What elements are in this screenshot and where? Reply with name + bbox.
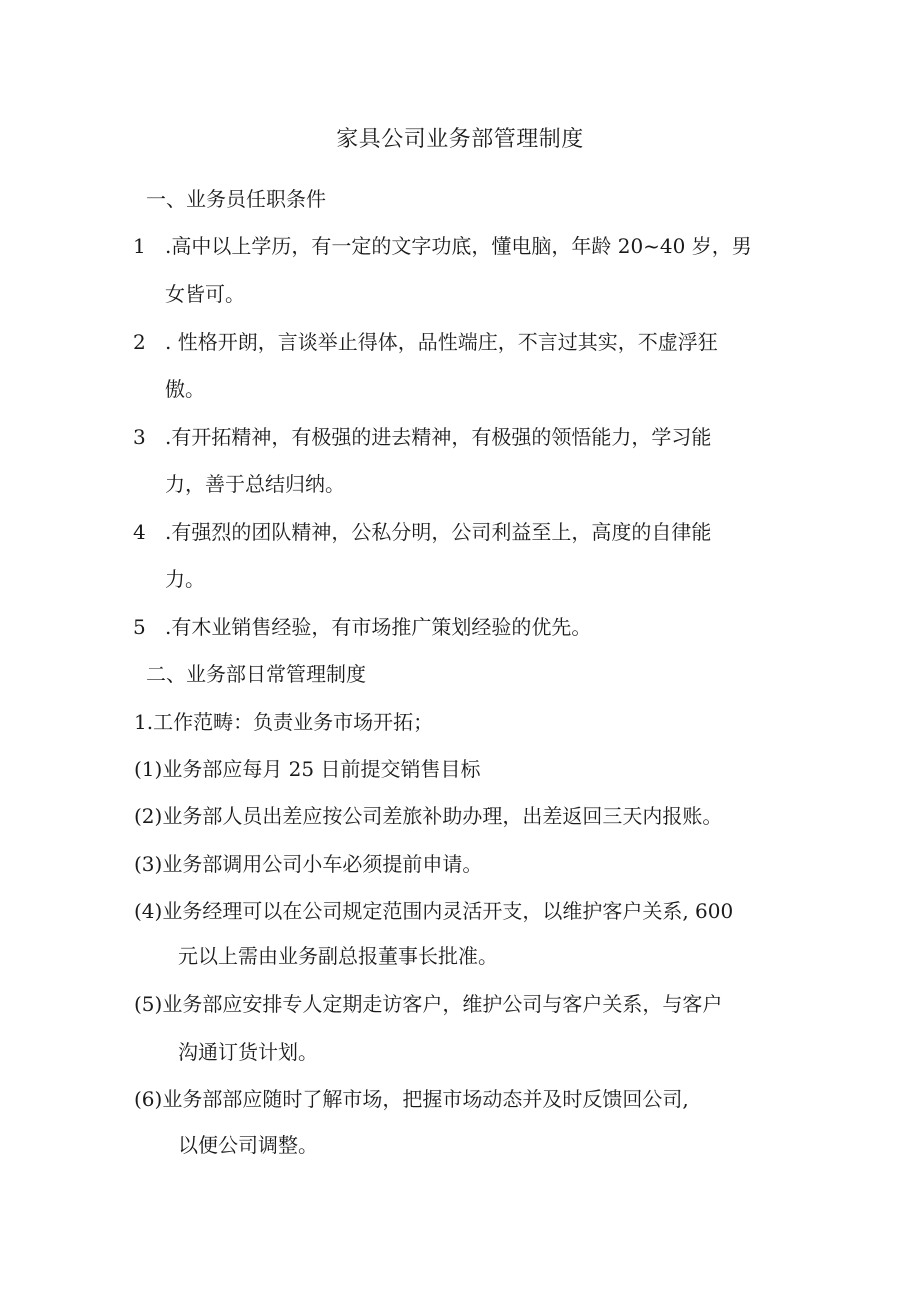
list-item-5 (133, 613, 591, 641)
item-number: 1 (133, 234, 146, 258)
item-number: 5 (133, 615, 146, 639)
list-item-3-continuation: 力，善于总结归纳。 (165, 472, 345, 496)
sub-item-5: (5)业务部应安排专人定期走访客户，维护公司与客户关系，与客户 (134, 992, 723, 1016)
item-text: .高中以上学历，有一定的文字功底，懂电脑，年龄 20~40 岁，男 (165, 234, 752, 258)
list-item-2 (133, 328, 718, 356)
list-item-2-continuation: 傲。 (165, 377, 205, 401)
sub-item-3: (3)业务部调用公司小车必须提前申请。 (134, 852, 483, 876)
sub-item-4-continuation: 元以上需由业务副总报董事长批准。 (178, 944, 498, 968)
item-number: 4 (133, 520, 146, 544)
item-number: 2 (133, 330, 146, 354)
document-title: 家具公司业务部管理制度 (336, 127, 584, 152)
list-item-1-continuation: 女皆可。 (165, 282, 245, 306)
sub-item-1: (1)业务部应每月 25 日前提交销售目标 (134, 757, 481, 781)
sub-item-2: (2)业务部人员出差应按公司差旅补助办理，出差返回三天内报账。 (134, 804, 723, 828)
sub-item-4: (4)业务经理可以在公司规定范围内灵活开支，以维护客户关系, 600 (134, 899, 734, 923)
item-text: .有木业销售经验，有市场推广策划经验的优先。 (165, 615, 592, 639)
list-item-1 (133, 232, 752, 260)
list-item-4 (133, 518, 711, 546)
sub-item-6-continuation: 以便公司调整。 (178, 1133, 318, 1157)
section-2-intro: 1.工作范畴：负责业务市场开拓； (134, 710, 434, 734)
list-item-4-continuation: 力。 (165, 567, 205, 591)
list-item-3 (133, 423, 711, 451)
sub-item-6: (6)业务部部应随时了解市场，把握市场动态并及时反馈回公司, (134, 1087, 689, 1111)
sub-item-5-continuation: 沟通订货计划。 (178, 1040, 318, 1064)
section-heading-1: 一、业务员任职条件 (146, 187, 326, 211)
section-heading-2: 二、业务部日常管理制度 (146, 662, 366, 686)
item-number: 3 (133, 425, 146, 449)
item-text: .有强烈的团队精神，公私分明，公司利益至上，高度的自律能 (165, 520, 712, 544)
item-text: . 性格开朗，言谈举止得体，品性端庄，不言过其实，不虚浮狂 (165, 330, 718, 354)
item-text: .有开拓精神，有极强的进去精神，有极强的领悟能力，学习能 (165, 425, 712, 449)
